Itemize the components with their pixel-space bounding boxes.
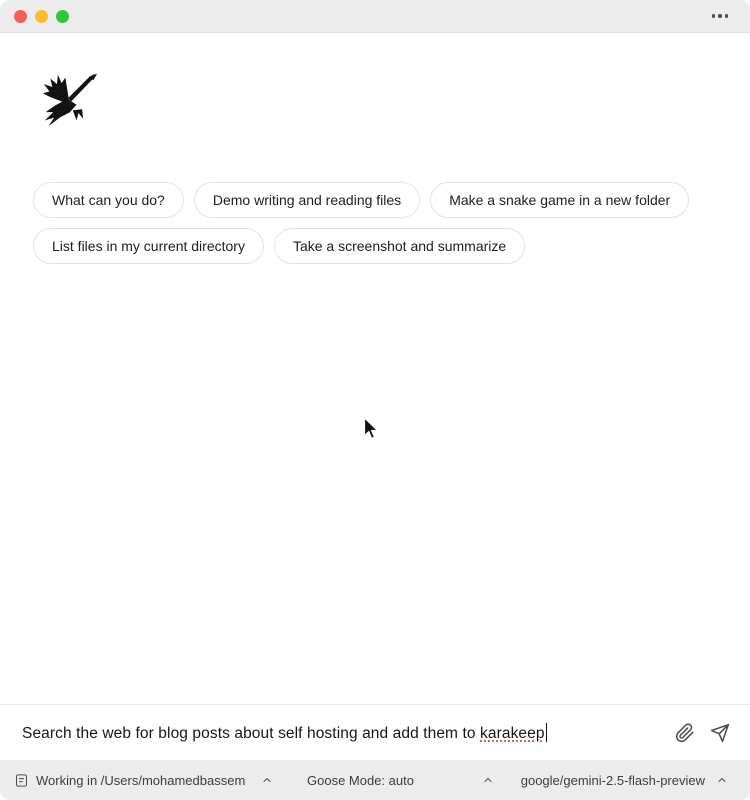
traffic-lights <box>14 10 69 23</box>
zoom-button[interactable] <box>56 10 69 23</box>
input-misspelled-word: karakeep <box>480 724 545 742</box>
chevron-up-icon <box>261 774 273 786</box>
status-bar <box>0 760 750 800</box>
model-label: google/gemini-2.5-flash-preview <box>520 772 705 788</box>
suggestion-snake-game[interactable]: Make a snake game in a new folder <box>430 182 689 218</box>
working-directory-selector[interactable] <box>14 760 273 800</box>
suggestion-demo-files[interactable]: Demo writing and reading files <box>194 182 420 218</box>
mouse-cursor-icon <box>363 417 380 441</box>
chevron-up-icon <box>482 774 494 786</box>
text-caret <box>546 723 548 742</box>
document-icon <box>14 773 29 788</box>
chat-area <box>0 33 750 704</box>
suggestion-pills <box>33 182 720 264</box>
composer-bar <box>0 704 750 760</box>
chevron-up-icon <box>716 774 728 786</box>
working-directory-label: Working in /Users/mohamedbassem <box>36 772 246 788</box>
suggestion-screenshot[interactable]: Take a screenshot and summarize <box>274 228 525 264</box>
close-button[interactable] <box>14 10 27 23</box>
minimize-button[interactable] <box>35 10 48 23</box>
suggestion-what-can-you-do[interactable]: What can you do? <box>33 182 184 218</box>
composer-actions <box>675 723 730 743</box>
input-text: Search the web for blog posts about self hosting and add them to <box>22 724 481 742</box>
goose-logo-icon <box>42 70 98 128</box>
attach-file-button[interactable] <box>675 723 695 743</box>
goose-mode-selector[interactable] <box>307 760 414 800</box>
ellipsis-menu-icon[interactable] <box>708 10 733 22</box>
model-selector[interactable] <box>521 760 728 800</box>
goose-mode-chevron-button[interactable] <box>482 760 494 800</box>
send-icon <box>710 723 730 743</box>
send-button[interactable] <box>710 723 730 743</box>
message-input[interactable] <box>22 723 663 743</box>
paperclip-icon <box>675 723 695 743</box>
titlebar <box>0 0 750 33</box>
suggestion-list-files[interactable]: List files in my current directory <box>33 228 264 264</box>
goose-mode-label: Goose Mode: auto <box>307 772 414 788</box>
